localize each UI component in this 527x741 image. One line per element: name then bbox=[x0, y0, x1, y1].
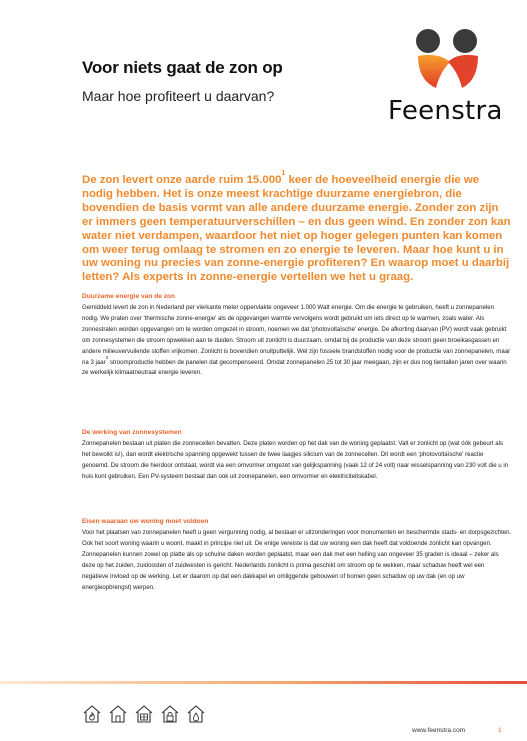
intro-text-1: De zon levert onze aarde ruim 15.000 bbox=[82, 174, 282, 186]
house-icon bbox=[108, 704, 128, 724]
page-title: Voor niets gaat de zon op bbox=[82, 58, 283, 77]
footnote-ref-2: 2 bbox=[105, 354, 109, 360]
section-duurzame-energie bbox=[82, 293, 512, 379]
section-eisen bbox=[82, 518, 512, 593]
section-heading: De werking van zonnesystemen bbox=[82, 429, 182, 436]
house-flame-icon bbox=[82, 704, 102, 724]
website-link[interactable]: www.feenstra.com bbox=[412, 727, 466, 734]
section-heading: Eisen waaraan uw woning moet voldoen bbox=[82, 518, 209, 525]
footnote-ref-1: 1 bbox=[281, 170, 286, 177]
section-body bbox=[82, 303, 512, 379]
logo-mark-icon bbox=[408, 28, 488, 94]
feenstra-logo bbox=[388, 28, 508, 128]
section-body-text-a: Gemiddeld levert de zon in Nederland per vierkante meter oppervlakte ongeveer 1.000 Watt energie. Om die energie te gebruiken, heeft u zonnepanelen nodig. We praten over 'thermische zonne-energie' als de opgevangen warmte vervolgens wordt gebruikt om iets direct op te warmen, zoals water. Als zonnestralen worden opgevangen om te worden omgezet in stroom, noemen we dat 'photovoltaïsche' energie. De afkorting daarvan (PV) wordt vaak gebruikt om zonnesystemen die stroom opwekken aan te duiden. Stroom uit zonlicht is duurzaam, omdat bij de productie van deze stroom geen broeikasgassen en andere milieuvervuilende stoffen vrijkomen. Zonlicht is bovendien onuitputtelijk. Wel zijn fossiele brandstoffen nodig voor de productie van zonnepanelen, maar na 3 jaar bbox=[82, 304, 511, 366]
intro-text-2: keer de hoeveelheid energie die we nodig hebben. Het is onze meest krachtige duurzame energiebron, die bovendien de basis vormt van alle andere duurzame energie. Zonder zon zijn er immers geen temperatuurverschillen – en dus geen wind. En zonder zon kan water niet verdampen, waardoor het niet op hoger gelegen punten kan komen om weer terug omlaag te stromen en zo energie te leveren. Maar hoe kunt u in uw woning nu precies van zonne-energie profiteren? En waarop moet u daarbij letten? Als experts in zonne-energie vertellen we het u graag. bbox=[82, 174, 511, 284]
section-werking bbox=[82, 429, 512, 483]
section-body-text-b: stroomproductie hebben de panelen dat gecompenseerd. Omdat zonnepanelen 25 tot 30 jaar meegaan, zijn er dus nog tientallen jaren over waarin ze werkelijk klimaatneutraal energie leveren. bbox=[82, 358, 507, 377]
footer-divider bbox=[0, 681, 527, 684]
section-body: Zonnepanelen bestaan uit platen die zonnecellen bevatten. Deze platen worden op het dak van de woning geplaatst. Valt er zonlicht op (wat óók gebeurt als het bewolkt is!), dan wordt elektrische spanning opgewekt tussen de twee laagjes silicium van de zonnecellen. Dit wordt een 'photovoltaïsche' reactie genoemd. De stroom die hierdoor ontstaat, wordt via een omvormer omgezet van gelijkspanning (vaak 12 of 24 volt) naar wisselspanning van 230 volt die u in huis kunt gebruiken. Een PV-systeem bestaat dan ook uit zonnepanelen, een omvormer en elektriciteitskabel. bbox=[82, 440, 509, 480]
house-grid-icon bbox=[134, 704, 154, 724]
house-lock-icon bbox=[160, 704, 180, 724]
house-drop-icon bbox=[186, 704, 206, 724]
page-subtitle: Maar hoe profiteert u daarvan? bbox=[82, 88, 275, 104]
section-body: Voor het plaatsen van zonnepanelen heeft u geen vergunning nodig, al bestaan er uitzonderingen voor monumenten en beschermde stads- en dorpsgezichten. Ook het soort woning waarin u woont, maakt in principe niet uit. De enige vereiste is dat uw woning een dak heeft dat voldoende zonlicht kan opvangen. Zonnepanelen kunnen zowel op platte als op schuine daken worden geplaatst, maar een dak met een helling van ongeveer 35 graden is ideaal – zeker als deze op het zuiden, zuidoosten of zuidwesten is gericht. Nederlands zonlicht is prima geschikt om stroom op te wekken, maar schaduw heeft wel een negatieve invloed op de werking. Let er daarom op dat een dakkapel en omliggende gebouwen of bomen geen schaduw op uw dak (en op uw energieopbrengst) werpen. bbox=[82, 529, 512, 591]
logo-wordmark: Feenstra bbox=[388, 96, 503, 126]
intro-paragraph bbox=[82, 170, 512, 285]
section-heading: Duurzame energie van de zon bbox=[82, 293, 176, 300]
page-number: 1 bbox=[498, 727, 502, 734]
footer-icon-row bbox=[82, 704, 206, 724]
